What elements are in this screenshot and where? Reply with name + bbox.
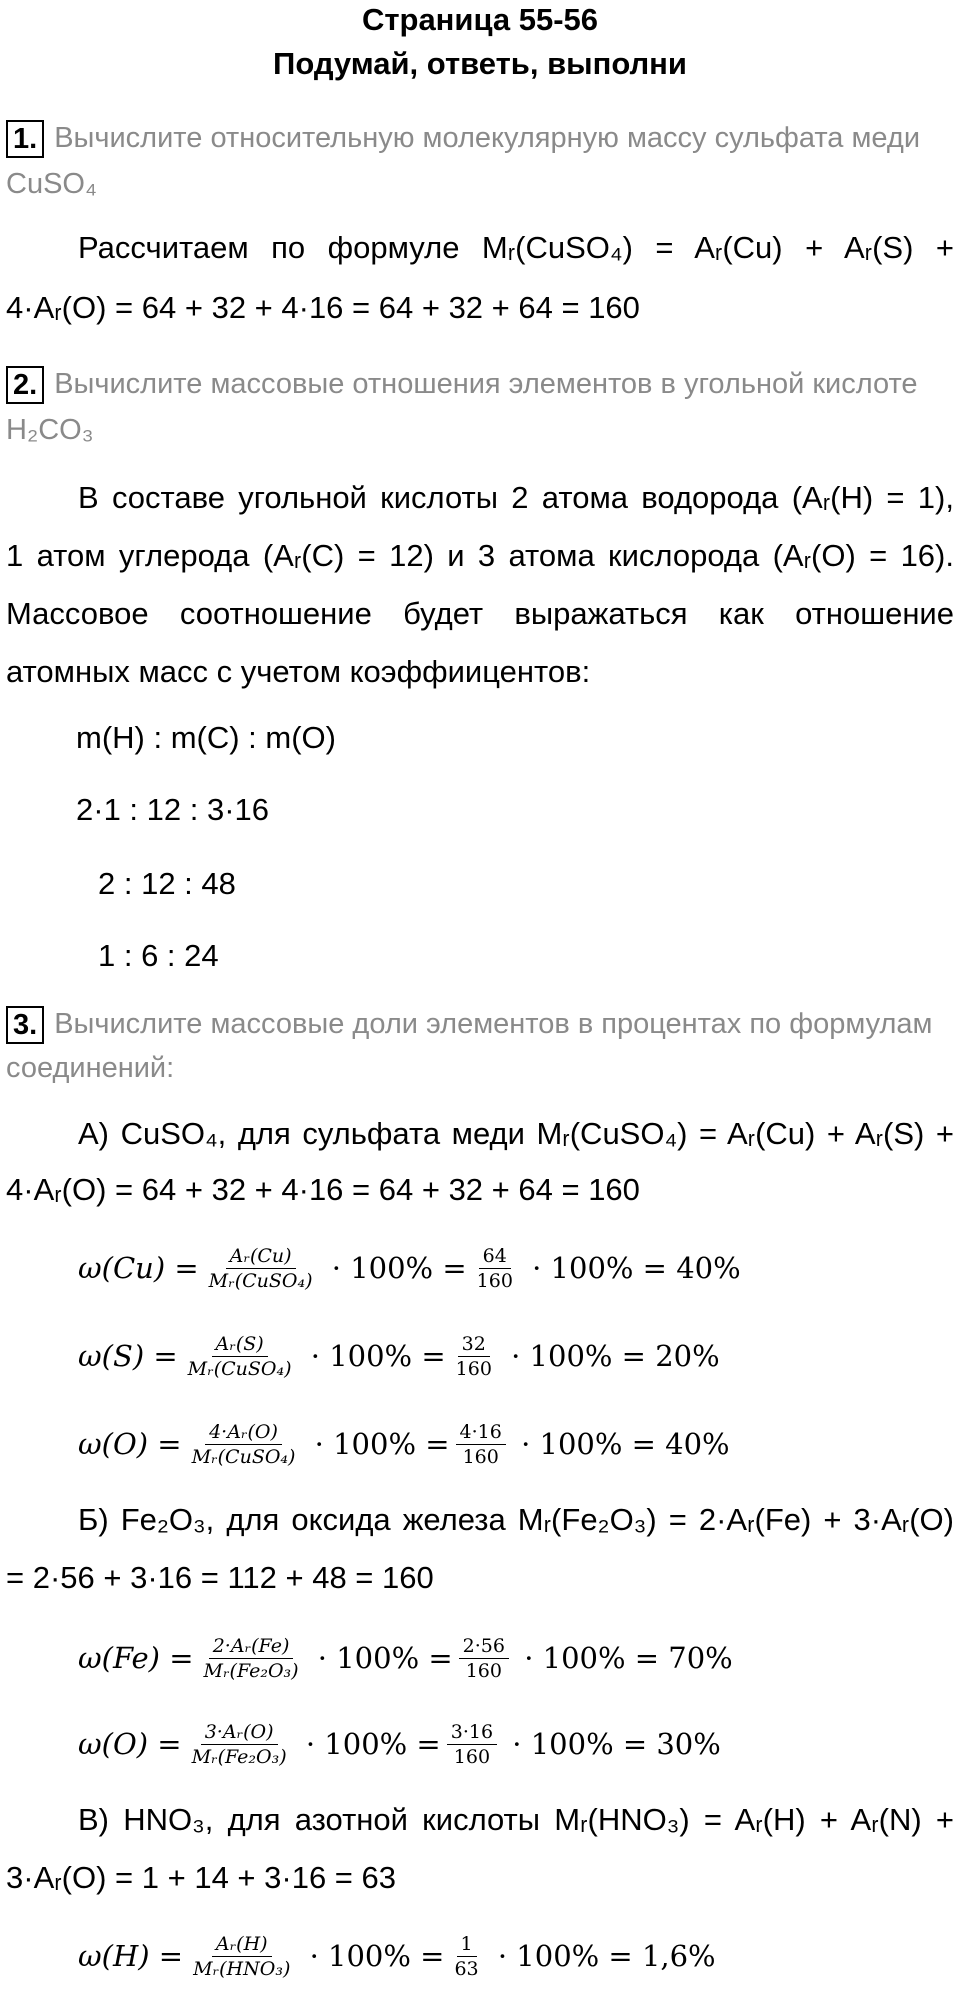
formula-lhs: ω(O) =: [78, 1427, 182, 1461]
question-text: Вычислите относительную молекулярную массу сульфата меди: [54, 122, 921, 154]
answer-2-line-4: атомных масс с учетом коэффиицентов:: [6, 654, 591, 689]
formula-lhs: ω(O) =: [78, 1727, 182, 1761]
ratio-line-4: 1 : 6 : 24: [98, 938, 219, 973]
fraction-numerator: 4·16: [456, 1420, 506, 1445]
formula-result: · 100% = 70%: [514, 1641, 733, 1675]
fraction-denominator: Mᵣ(Fe₂O₃): [203, 1659, 299, 1682]
fraction-denominator: 160: [462, 1445, 499, 1468]
answer-3b-line-1: Б) Fe₂O₃, для оксида железа Mᵣ(Fe₂O₃) = 2·Aᵣ(Fe) + 3·Aᵣ(O): [78, 1502, 954, 1537]
formula-middle: · 100% =: [322, 1251, 467, 1285]
fraction: [188, 1420, 300, 1469]
ratio-line-3: 2 : 12 : 48: [98, 866, 236, 901]
formula-result: · 100% = 20%: [501, 1339, 720, 1373]
fraction: [189, 1932, 294, 1981]
answer-3b-line-2: = 2·56 + 3·16 = 112 + 48 = 160: [6, 1560, 434, 1595]
fraction: [200, 1634, 303, 1683]
formula-middle: · 100% =: [301, 1339, 446, 1373]
formula-omega-h: [78, 1916, 716, 1996]
fraction-denominator: 63: [454, 1957, 479, 1980]
fraction-denominator: Mᵣ(Fe₂O₃): [191, 1745, 287, 1768]
formula-result: · 100% = 30%: [503, 1727, 721, 1761]
question-number-badge: 2.: [6, 366, 44, 404]
formula-omega-fe: [78, 1618, 733, 1698]
answer-3a-line-2: 4·Aᵣ(O) = 64 + 32 + 4·16 = 64 + 32 + 64 = 160: [6, 1172, 640, 1207]
fraction-numerator: 32: [458, 1332, 490, 1357]
answer-2-line-3: Массовое соотношение будет выражаться как отношение: [6, 596, 954, 631]
page-title: Страница 55-56: [361, 2, 599, 37]
fraction: [456, 1420, 506, 1469]
formula-lhs: ω(H) =: [78, 1939, 184, 1973]
formula-omega-o-fe2o3: [78, 1704, 721, 1784]
fraction-denominator: 160: [453, 1745, 491, 1768]
question-1-cont: CuSO₄: [6, 168, 97, 200]
fraction-denominator: 160: [476, 1269, 513, 1292]
fraction-numerator: Aᵣ(H): [212, 1932, 272, 1957]
fraction: [184, 1332, 296, 1381]
fraction-numerator: 1: [457, 1932, 477, 1957]
question-number-badge: 3.: [6, 1006, 44, 1044]
question-number-badge: 1.: [6, 120, 44, 158]
answer-2-line-1: В составе угольной кислоты 2 атома водорода (Aᵣ(H) = 1),: [78, 480, 954, 515]
formula-omega-s: [78, 1316, 720, 1396]
formula-middle: · 100% =: [300, 1939, 445, 1973]
question-1: [6, 118, 920, 158]
ratio-line-2: 2·1 : 12 : 3·16: [76, 792, 270, 827]
question-3-cont: соединений:: [6, 1052, 175, 1084]
fraction: [459, 1634, 509, 1683]
formula-lhs: ω(Fe) =: [78, 1641, 194, 1675]
formula-omega-o: [78, 1404, 730, 1484]
fraction: [205, 1244, 317, 1293]
formula-lhs: ω(S) =: [78, 1339, 178, 1373]
answer-3a-line-1: А) CuSO₄, для сульфата меди Mᵣ(CuSO₄) = Aᵣ(Cu) + Aᵣ(S) +: [78, 1116, 954, 1151]
answer-2-line-2: 1 атом углерода (Aᵣ(C) = 12) и 3 атома кислорода (Aᵣ(O) = 16).: [6, 538, 954, 573]
question-text: Вычислите массовые отношения элементов в угольной кислоте: [54, 368, 918, 400]
fraction: [452, 1332, 496, 1381]
fraction-numerator: Aᵣ(S): [212, 1332, 268, 1357]
question-3: [6, 1004, 932, 1044]
fraction: [188, 1720, 291, 1769]
fraction-denominator: 160: [455, 1357, 492, 1380]
formula-result: · 100% = 40%: [522, 1251, 741, 1285]
fraction-denominator: 160: [465, 1659, 502, 1682]
answer-1-line-1: Рассчитаем по формуле Mᵣ(CuSO₄) = Aᵣ(Cu) + Aᵣ(S) +: [78, 230, 954, 265]
fraction-numerator: 3·16: [447, 1720, 497, 1745]
fraction-denominator: Mᵣ(CuSO₄): [191, 1445, 296, 1468]
formula-lhs: ω(Cu) =: [78, 1251, 199, 1285]
fraction-denominator: Mᵣ(CuSO₄): [208, 1269, 313, 1292]
fraction: [473, 1244, 517, 1293]
formula-result: · 100% = 1,6%: [488, 1939, 716, 1973]
page-subtitle: Подумай, ответь, выполни: [273, 46, 687, 81]
formula-middle: · 100% =: [296, 1727, 441, 1761]
fraction-numerator: 4·Aᵣ(O): [205, 1420, 282, 1445]
fraction-numerator: 3·Aᵣ(O): [201, 1720, 278, 1745]
question-2-cont: H₂CO₃: [6, 414, 94, 446]
fraction-numerator: 64: [479, 1244, 511, 1269]
fraction: [450, 1932, 482, 1981]
fraction-numerator: 2·56: [459, 1634, 509, 1659]
fraction-numerator: Aᵣ(Cu): [226, 1244, 296, 1269]
question-2: [6, 364, 918, 404]
formula-middle: · 100% =: [308, 1641, 453, 1675]
answer-1-line-2: 4·Aᵣ(O) = 64 + 32 + 4·16 = 64 + 32 + 64 = 160: [6, 290, 640, 325]
formula-middle: · 100% =: [305, 1427, 450, 1461]
fraction-denominator: Mᵣ(HNO₃): [193, 1957, 291, 1980]
formula-result: · 100% = 40%: [511, 1427, 730, 1461]
answer-3c-line-1: В) HNO₃, для азотной кислоты Mᵣ(HNO₃) = Aᵣ(H) + Aᵣ(N) +: [78, 1802, 954, 1837]
fraction-denominator: Mᵣ(CuSO₄): [187, 1357, 292, 1380]
fraction-numerator: 2·Aᵣ(Fe): [209, 1634, 294, 1659]
formula-omega-cu: [78, 1228, 741, 1308]
ratio-line-1: m(H) : m(C) : m(O): [76, 720, 336, 755]
fraction: [447, 1720, 497, 1769]
question-text: Вычислите массовые доли элементов в процентах по формулам: [54, 1008, 933, 1040]
answer-3c-line-2: 3·Aᵣ(O) = 1 + 14 + 3·16 = 63: [6, 1860, 396, 1895]
